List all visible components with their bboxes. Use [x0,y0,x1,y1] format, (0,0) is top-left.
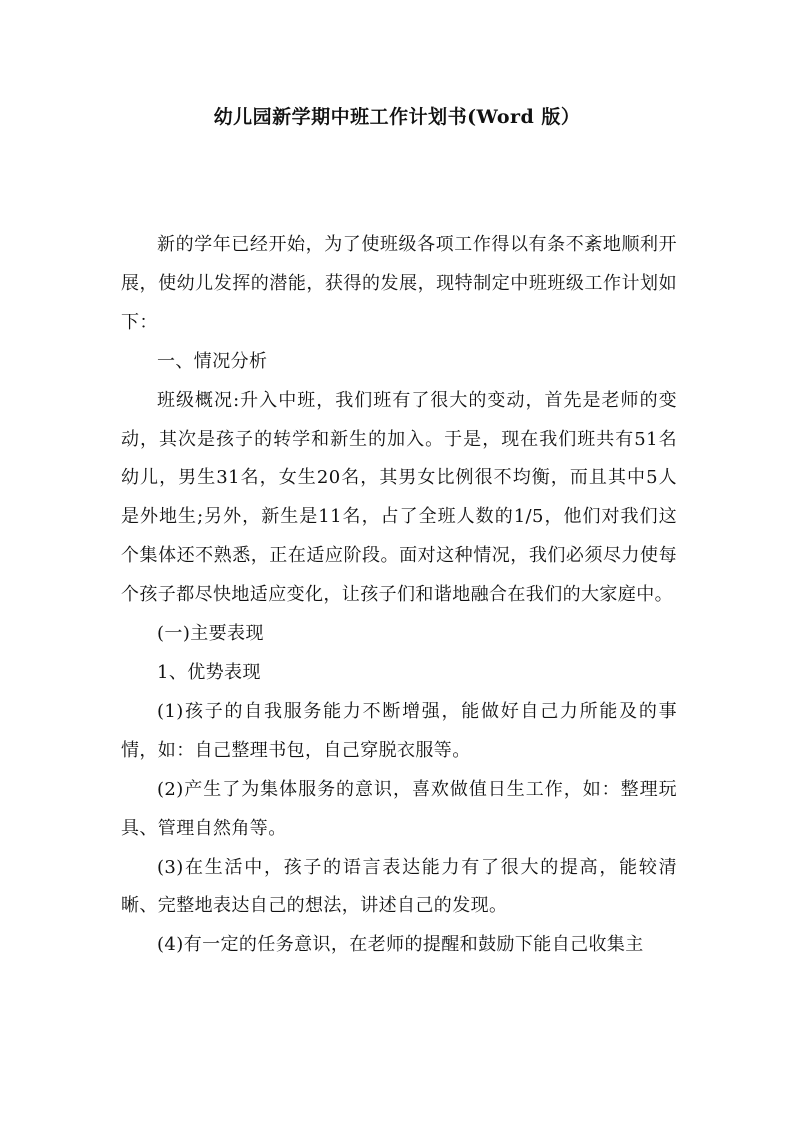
paragraph-item-2: (2)产生了为集体服务的意识，喜欢做值日生工作，如：整理玩具、管理自然角等。 [121,778,677,839]
paragraph-item-3: (3)在生活中，孩子的语言表达能力有了很大的提高，能较清晰、完整地表达自己的想法，讲述自己的发现。 [121,856,677,917]
heading-advantages: 1、优势表现 [157,661,261,683]
document-title: 幼儿园新学期中班工作计划书(Word 版） [213,106,581,128]
document-body [121,226,677,965]
paragraph-item-1: (1)孩子的自我服务能力不断增强，能做好自己力所能及的事情，如：自己整理书包，自己穿脱衣服等。 [121,700,677,761]
heading-situation-analysis: 一、情况分析 [157,350,268,372]
heading-main-performance: (一)主要表现 [157,623,264,645]
paragraph-class-overview: 班级概况:升入中班，我们班有了很大的变动，首先是老师的变动，其次是孩子的转学和新生的加入。于是，现在我们班共有51名幼儿，男生31名，女生20名，其男女比例很不均衡，而且其中5人是外地生;另外，新生是11名，占了全班人数的1/5，他们对我们这个集体还不熟悉，正在适应阶段。面对这种情况，我们必须尽力使每个孩子都尽快地适应变化，让孩子们和谐地融合在我们的大家庭中。 [121,389,677,606]
paragraph-intro: 新的学年已经开始，为了使班级各项工作得以有条不紊地顺利开展，使幼儿发挥的潜能，获得的发展，现特制定中班班级工作计划如下： [121,234,677,333]
paragraph-item-4: (4)有一定的任务意识，在老师的提醒和鼓励下能自己收集主 [157,934,644,956]
